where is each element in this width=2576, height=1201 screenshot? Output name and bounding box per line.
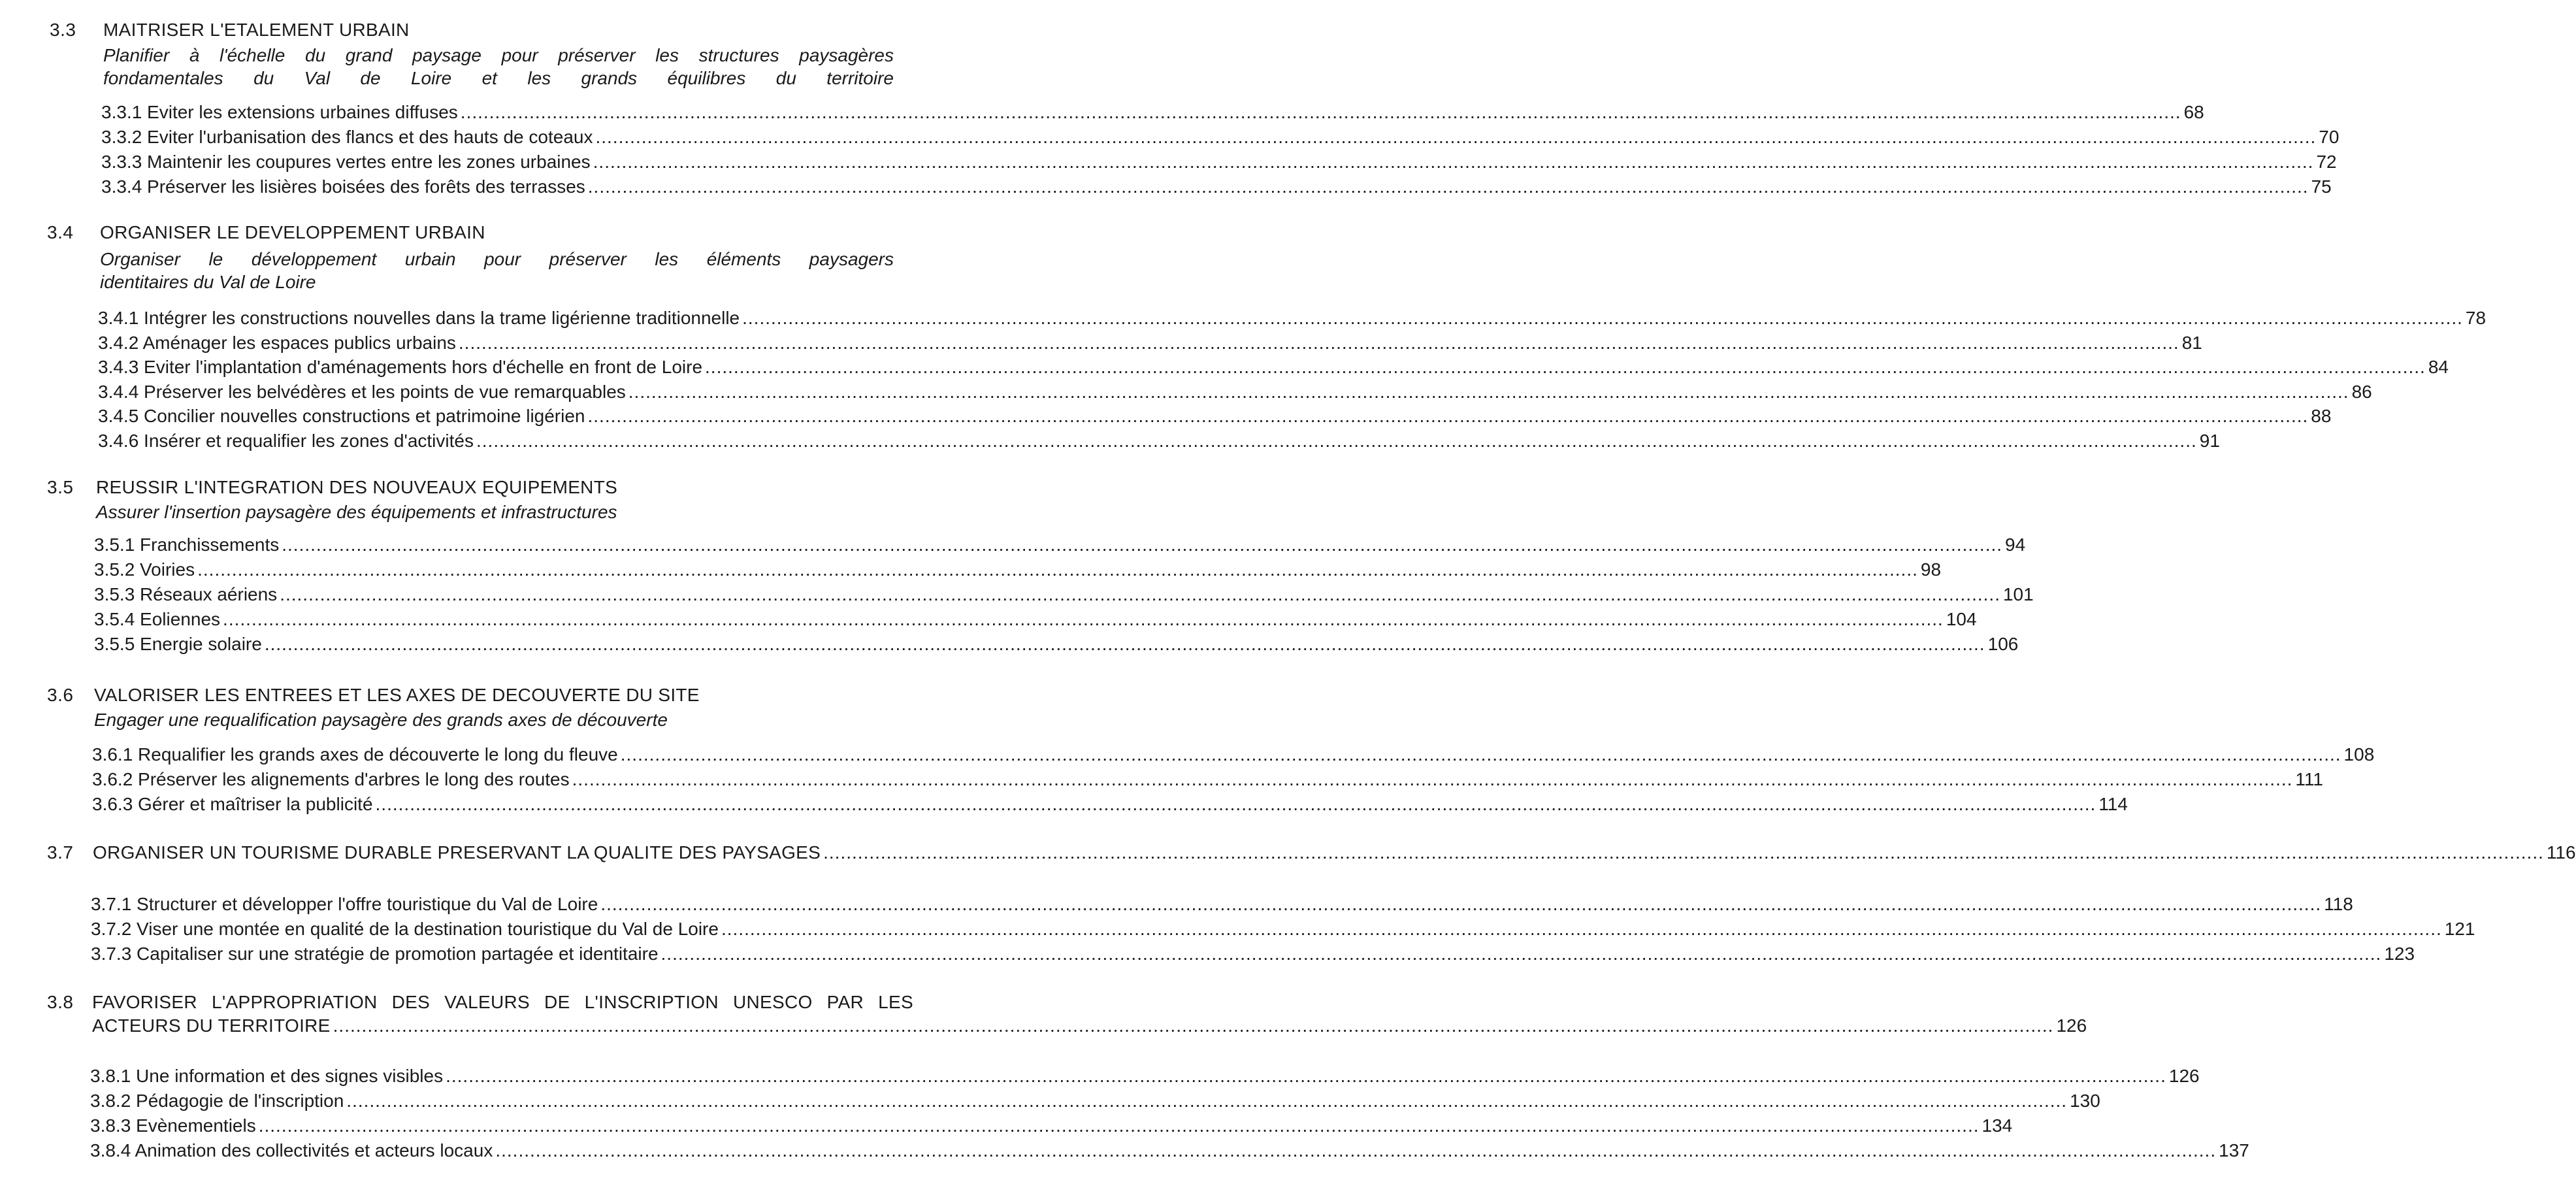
entry-label: 3.8.2 Pédagogie de l'inscription [90,1091,344,1111]
entry-label: 3.7.1 Structurer et développer l'offre touristique du Val de Loire [91,894,598,914]
entry-label: 3.5.3 Réseaux aériens [94,584,278,604]
section-title: VALORISER LES ENTREES ET LES AXES DE DECOUVERTE DU SITE [94,685,700,705]
toc-entry [101,102,2204,123]
page-number: 121 [2444,919,2475,939]
page-number: 98 [1920,559,1942,580]
page-number: 101 [2002,584,2034,604]
dot-leader: ............................................................................................................................................................................................................................................................................................................ [264,634,1985,654]
toc-entry [98,431,2220,452]
toc-entry [101,127,2340,148]
entry-label: 3.5.2 Voiries [94,559,195,580]
toc-entry [92,769,2323,790]
section-title-row [93,842,2576,863]
section-title: FAVORISER L'APPROPRIATION DES VALEURS DE L'INSCRIPTION UNESCO PAR LES [92,992,913,1012]
page-number: 72 [2316,152,2337,172]
dot-leader: ............................................................................................................................................................................................................................................................................................................ [282,535,2003,555]
page-number: 114 [2098,794,2128,814]
toc-entry [94,609,1977,630]
toc-entry [91,944,2415,964]
page-number: 84 [2428,357,2449,377]
entry-label: 3.6.2 Préserver les alignements d'arbres le long des routes [92,769,570,789]
section-subtitle: Planifier à l'échelle du grand paysage pour préserver les structures paysagères [103,45,894,65]
section-subtitle: Engager une requalification paysagère des grands axes de découverte [94,710,668,730]
page-number: 81 [2181,333,2202,353]
dot-leader: ............................................................................................................................................................................................................................................................................................................ [705,357,2426,377]
toc-entry [91,894,2353,915]
section-number: 3.5 [47,477,74,497]
toc-entry [101,176,2332,197]
section-title: ORGANISER LE DEVELOPPEMENT URBAIN [100,222,485,242]
toc-entry [90,1115,2013,1136]
entry-label: 3.7.3 Capitaliser sur une stratégie de promotion partagée et identitaire [91,944,659,964]
toc-entry [98,406,2332,427]
page-number: 106 [1987,634,2019,654]
dot-leader: ............................................................................................................................................................................................................................................................................................................ [587,176,2309,197]
toc-entry [101,152,2337,173]
page-number: 94 [2005,535,2026,555]
section-subtitle: Organiser le développement urbain pour préserver les éléments paysagers [100,249,894,269]
entry-label: 3.8.1 Une information et des signes visibles [90,1066,444,1086]
page-number: 137 [2219,1140,2249,1160]
entry-label: 3.4.3 Eviter l'implantation d'aménagements hors d'échelle en front de Loire [98,357,703,377]
section-number: 3.4 [47,222,74,242]
toc-entry [92,744,2375,765]
dot-leader: ............................................................................................................................................................................................................................................................................................................ [333,1015,2054,1036]
page-number: 126 [2168,1066,2200,1086]
dot-leader: ............................................................................................................................................................................................................................................................................................................ [572,769,2293,789]
dot-leader: ............................................................................................................................................................................................................................................................................................................ [223,609,1944,629]
toc-entry [91,919,2475,940]
page-number: 123 [2384,944,2415,964]
dot-leader: ............................................................................................................................................................................................................................................................................................................ [593,152,2314,172]
page-number: 104 [1946,609,1977,629]
entry-label: 3.5.4 Eoliennes [94,609,221,629]
dot-leader: ............................................................................................................................................................................................................................................................................................................ [620,744,2341,765]
dot-leader: ............................................................................................................................................................................................................................................................................................................ [660,944,2382,964]
dot-leader: ............................................................................................................................................................................................................................................................................................................ [375,794,2096,814]
section-title: ORGANISER UN TOURISME DURABLE PRESERVANT LA QUALITE DES PAYSAGES [93,842,821,863]
page-number: 111 [2295,769,2323,789]
section-title: MAITRISER L'ETALEMENT URBAIN [103,20,410,40]
section-subtitle: identitaires du Val de Loire [100,272,316,292]
dot-leader: ............................................................................................................................................................................................................................................................................................................ [495,1140,2217,1160]
page-number: 75 [2311,176,2332,197]
page-number: 134 [1981,1115,2013,1136]
dot-leader: ............................................................................................................................................................................................................................................................................................................ [460,102,2181,122]
dot-leader: ............................................................................................................................................................................................................................................................................................................ [628,382,2349,402]
section-subtitle: fondamentales du Val de Loire et les grands équilibres du territoire [103,68,894,88]
section-number: 3.3 [50,20,76,40]
dot-leader: ............................................................................................................................................................................................................................................................................................................ [823,842,2544,863]
page-number: 126 [2056,1015,2087,1036]
entry-label: 3.4.2 Aménager les espaces publics urbains [98,333,456,353]
entry-label: 3.4.4 Préserver les belvédères et les points de vue remarquables [98,382,626,402]
page-number: 91 [2199,431,2220,451]
page-number: 108 [2343,744,2375,765]
entry-label: 3.3.3 Maintenir les coupures vertes entre les zones urbaines [101,152,591,172]
dot-leader: ............................................................................................................................................................................................................................................................................................................ [346,1091,2068,1111]
page-number: 130 [2070,1091,2100,1111]
toc-entry [94,584,2034,605]
page-number: 78 [2465,308,2486,328]
section-subtitle: Assurer l'insertion paysagère des équipements et infrastructures [96,502,617,522]
dot-leader: ............................................................................................................................................................................................................................................................................................................ [595,127,2317,147]
dot-leader: ............................................................................................................................................................................................................................................................................................................ [197,559,1918,580]
toc-entry [90,1091,2100,1111]
page-number: 88 [2311,406,2332,426]
dot-leader: ............................................................................................................................................................................................................................................................................................................ [476,431,2197,451]
entry-label: 3.8.4 Animation des collectivités et acteurs locaux [90,1140,493,1160]
toc-entry [98,357,2449,378]
page-number: 86 [2351,382,2372,402]
toc-entry [90,1066,2200,1087]
entry-label: 3.5.5 Energie solaire [94,634,262,654]
dot-leader: ............................................................................................................................................................................................................................................................................................................ [742,308,2463,328]
section-title-row [92,1015,2087,1036]
entry-label: 3.5.1 Franchissements [94,535,280,555]
dot-leader: ............................................................................................................................................................................................................................................................................................................ [587,406,2309,426]
section-number: 3.6 [47,685,74,705]
entry-label: 3.6.3 Gérer et maîtriser la publicité [92,794,373,814]
entry-label: 3.8.3 Evènementiels [90,1115,256,1136]
dot-leader: ............................................................................................................................................................................................................................................................................................................ [458,333,2179,353]
toc-entry [98,333,2202,354]
toc-entry [98,308,2486,329]
toc-entry [94,535,2026,555]
entry-label: 3.4.6 Insérer et requalifier les zones d'activités [98,431,474,451]
entry-label: 3.6.1 Requalifier les grands axes de découverte le long du fleuve [92,744,618,765]
dot-leader: ............................................................................................................................................................................................................................................................................................................ [258,1115,1980,1136]
dot-leader: ............................................................................................................................................................................................................................................................................................................ [600,894,2322,914]
dot-leader: ............................................................................................................................................................................................................................................................................................................ [280,584,2000,604]
section-title: ACTEURS DU TERRITOIRE [92,1015,331,1036]
page-number: 116 [2546,842,2576,863]
page-number: 118 [2324,894,2353,914]
entry-label: 3.4.5 Concilier nouvelles constructions et patrimoine ligérien [98,406,585,426]
toc-entry [98,382,2372,403]
toc-entry [94,634,2019,655]
entry-label: 3.7.2 Viser une montée en qualité de la destination touristique du Val de Loire [91,919,719,939]
toc-entry [92,794,2128,815]
dot-leader: ............................................................................................................................................................................................................................................................................................................ [721,919,2442,939]
section-number: 3.7 [47,842,74,863]
toc-entry [90,1140,2249,1161]
page-number: 70 [2319,127,2340,147]
entry-label: 3.3.1 Eviter les extensions urbaines diffuses [101,102,458,122]
entry-label: 3.3.2 Eviter l'urbanisation des flancs et des hauts de coteaux [101,127,593,147]
dot-leader: ............................................................................................................................................................................................................................................................................................................ [446,1066,2166,1086]
entry-label: 3.3.4 Préserver les lisières boisées des forêts des terrasses [101,176,585,197]
page-number: 68 [2183,102,2204,122]
toc-entry [94,559,1942,580]
entry-label: 3.4.1 Intégrer les constructions nouvelles dans la trame ligérienne traditionnelle [98,308,740,328]
section-title: REUSSIR L'INTEGRATION DES NOUVEAUX EQUIPEMENTS [96,477,618,497]
section-number: 3.8 [47,992,74,1012]
